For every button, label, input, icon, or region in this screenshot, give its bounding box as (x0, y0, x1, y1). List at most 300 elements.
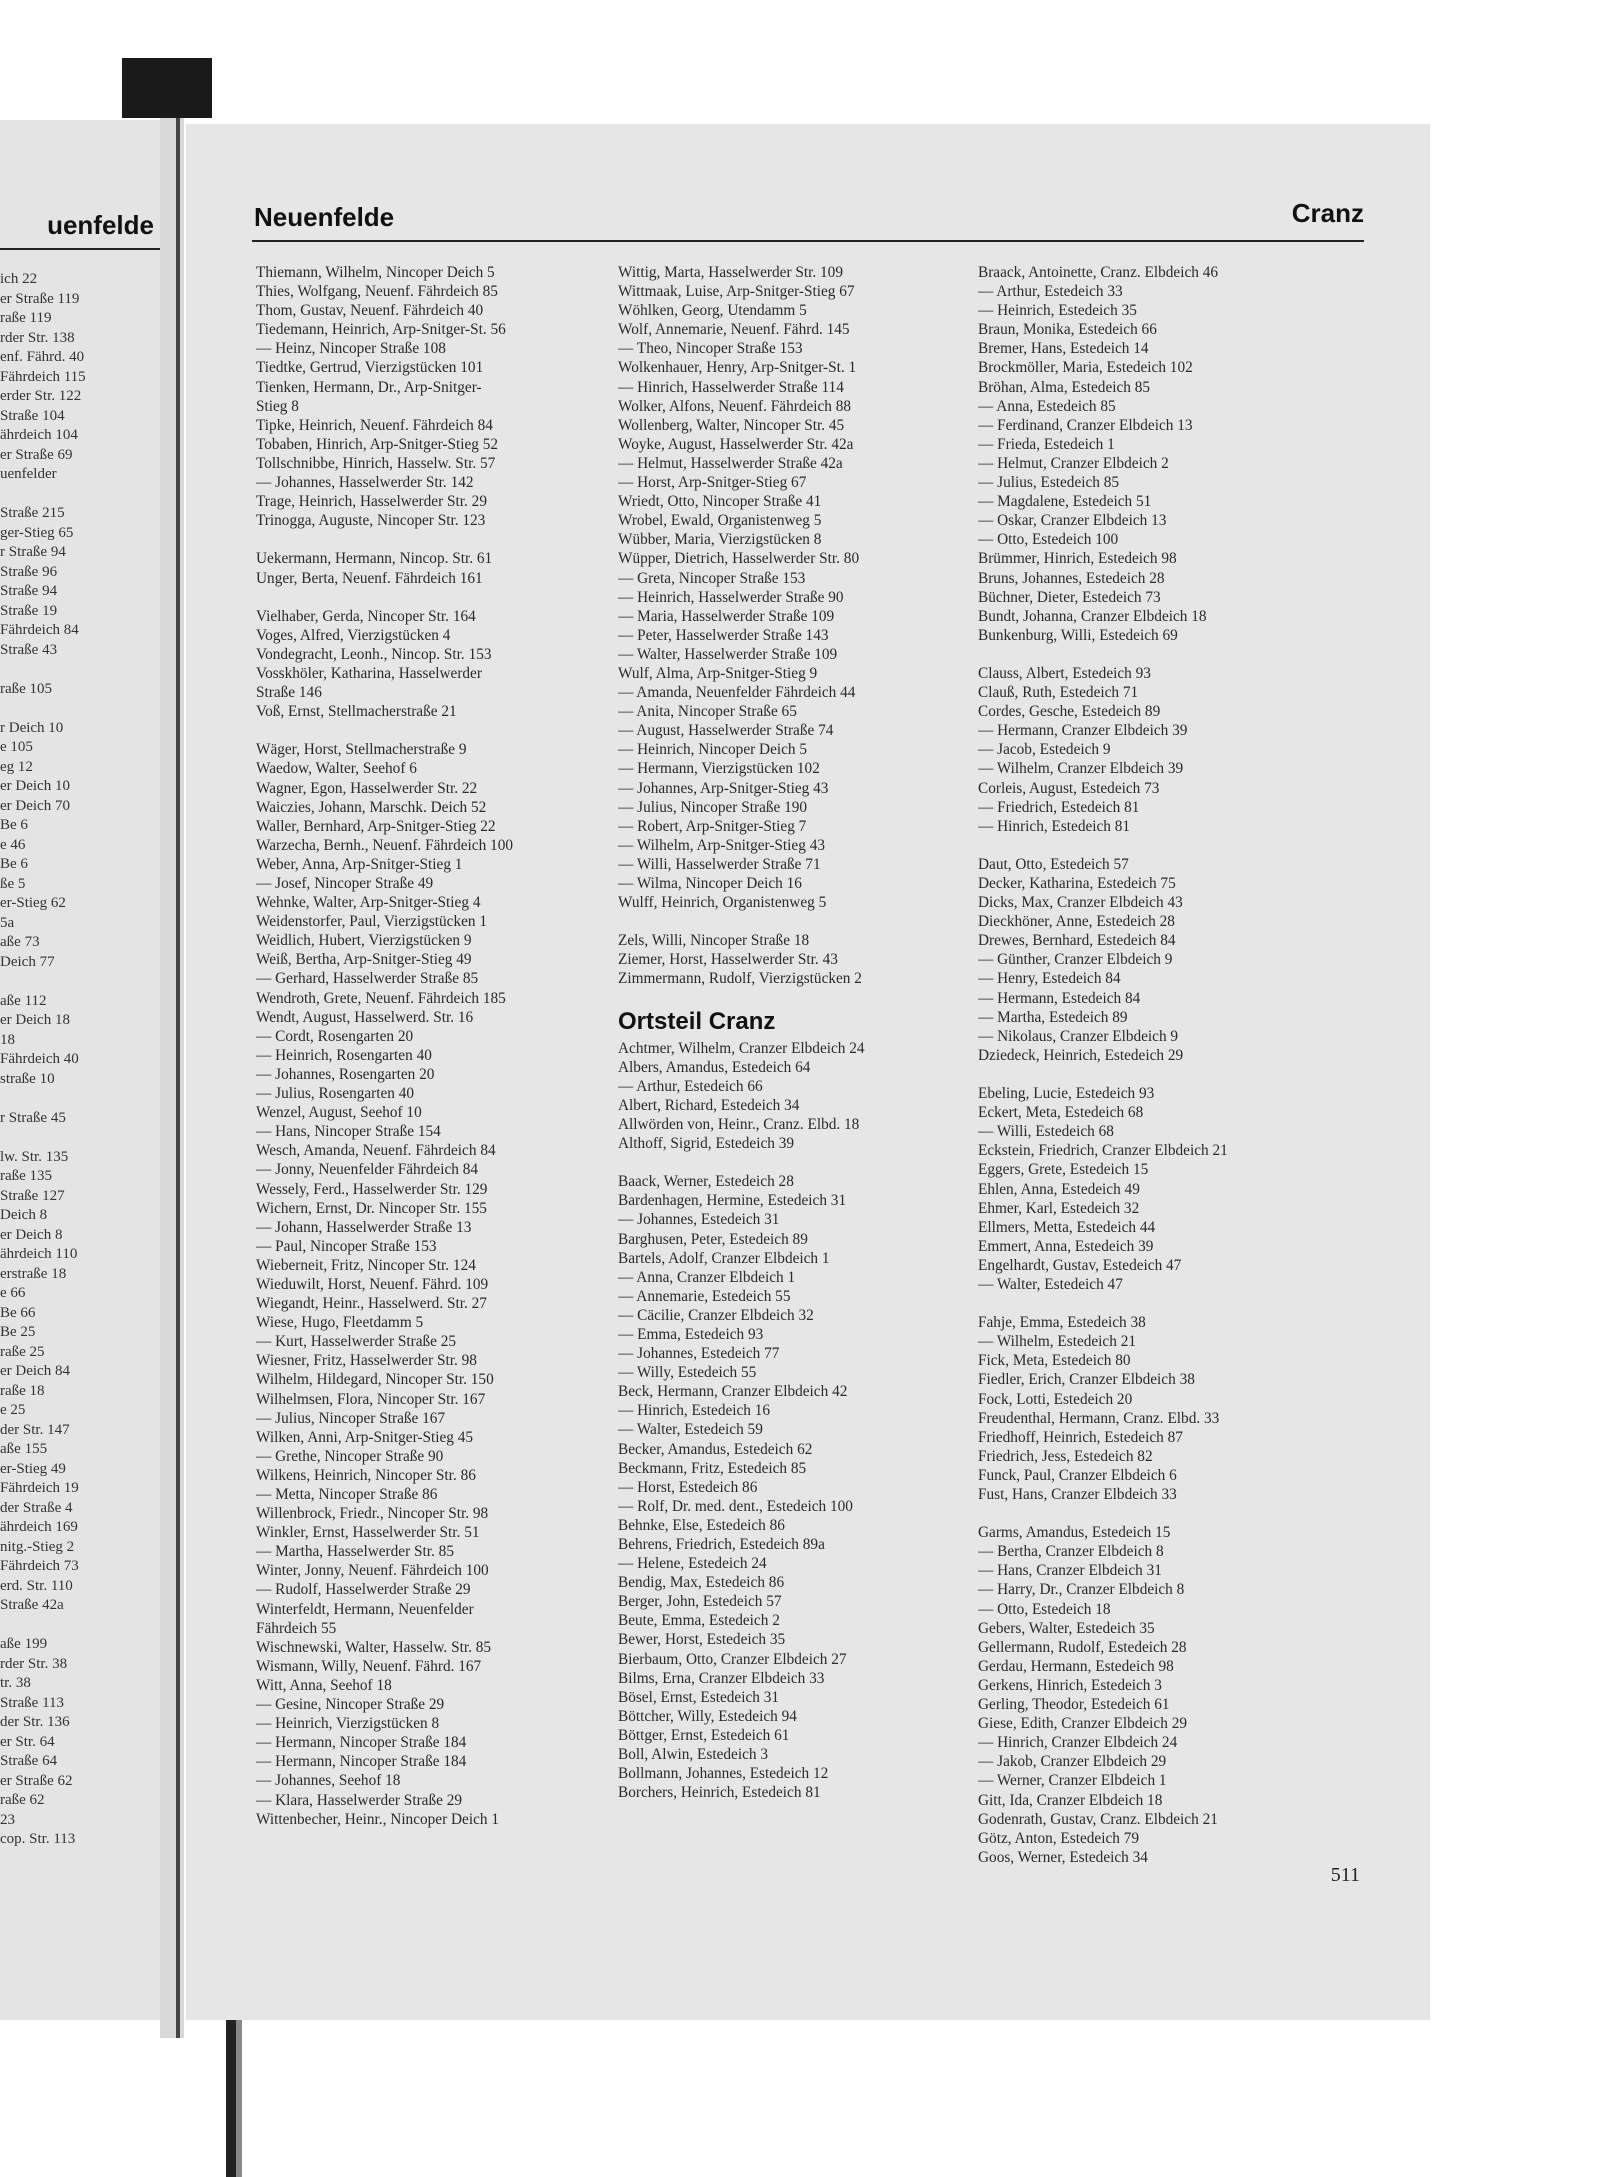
left-page-entry: 5a (0, 914, 15, 931)
entry-spacer (618, 912, 960, 931)
directory-entry: Wehnke, Walter, Arp-Snitger-Stieg 4 (256, 894, 481, 912)
directory-entry: Voß, Ernst, Stellmacherstraße 21 (256, 703, 457, 721)
directory-entry: Gitt, Ida, Cranzer Elbdeich 18 (978, 1791, 1163, 1809)
directory-entry: Wüpper, Dietrich, Hasselwerder Str. 80 (618, 550, 860, 568)
directory-entry: Eggers, Grete, Estedeich 15 (978, 1161, 1149, 1179)
directory-entry: Ehmer, Karl, Estedeich 32 (978, 1199, 1140, 1217)
directory-entry: — Hermann, Vierzigstücken 102 (618, 760, 820, 778)
left-page-entry: Straße 104 (0, 407, 65, 424)
left-page-entry: er Deich 10 (0, 778, 70, 794)
directory-entry: Wittmaak, Luise, Arp-Snitger-Stieg 67 (618, 283, 855, 301)
directory-entry: Woyke, August, Hasselwerder Str. 42a (618, 435, 854, 453)
directory-entry: Fust, Hans, Cranzer Elbdeich 33 (978, 1486, 1177, 1503)
left-page-rule (0, 248, 160, 250)
directory-entry: Wieberneit, Fritz, Nincoper Str. 124 (256, 1256, 476, 1274)
section-title: Ortsteil Cranz (618, 1007, 776, 1035)
left-page-entry: der Straße 4 (0, 1499, 73, 1516)
directory-entry: Trage, Heinrich, Hasselwerder Str. 29 (256, 493, 487, 511)
left-page-entry: tr. 38 (0, 1675, 31, 1691)
directory-entry: — Harry, Dr., Cranzer Elbdeich 8 (978, 1581, 1185, 1599)
left-page-entry: er Straße 119 (0, 290, 80, 307)
left-page-entry: erstraße 18 (0, 1265, 67, 1282)
directory-entry: — Metta, Nincoper Straße 86 (256, 1486, 438, 1503)
directory-entry: — Julius, Rosengarten 40 (256, 1085, 415, 1103)
left-page-entry: Straße 64 (0, 1753, 58, 1769)
directory-entry: Straße 146 (256, 684, 322, 702)
directory-entry: Thies, Wolfgang, Neuenf. Fährdeich 85 (256, 283, 498, 301)
entry-spacer (0, 1089, 150, 1109)
directory-entry: Ebeling, Lucie, Estedeich 93 (978, 1085, 1155, 1103)
directory-entry: — Hinrich, Estedeich 81 (978, 817, 1131, 835)
directory-entry: Waiczies, Johann, Marschk. Deich 52 (256, 798, 487, 816)
left-page-entry: aße 112 (0, 992, 47, 1009)
directory-entry: Witt, Anna, Seehof 18 (256, 1676, 392, 1694)
column-3 (978, 263, 1320, 1867)
directory-entry: Wöhlken, Georg, Utendamm 5 (618, 302, 807, 320)
directory-entry: Wilhelmsen, Flora, Nincoper Str. 167 (256, 1390, 486, 1408)
directory-entry: Decker, Katharina, Estedeich 75 (978, 875, 1176, 892)
directory-entry: — Walter, Estedeich 47 (978, 1275, 1123, 1293)
directory-entry: Wolkenhauer, Henry, Arp-Snitger-St. 1 (618, 359, 857, 377)
directory-entry: Voges, Alfred, Vierzigstücken 4 (256, 626, 451, 644)
directory-entry: Cordes, Gesche, Estedeich 89 (978, 703, 1161, 721)
directory-entry: Beute, Emma, Estedeich 2 (618, 1612, 780, 1630)
directory-entry: — Cäcilie, Cranzer Elbdeich 32 (618, 1306, 814, 1324)
directory-entry: Warzecha, Bernh., Neuenf. Fährdeich 100 (256, 836, 514, 854)
directory-entry: Wiesner, Fritz, Hasselwerder Str. 98 (256, 1352, 477, 1370)
directory-entry: — Ferdinand, Cranzer Elbdeich 13 (978, 416, 1193, 434)
directory-entry: Wieduwilt, Horst, Neuenf. Fährd. 109 (256, 1275, 489, 1293)
directory-entry: Allwörden von, Heinr., Cranz. Elbd. 18 (618, 1115, 860, 1133)
directory-entry: — Hinrich, Hasselwerder Straße 114 (618, 378, 844, 396)
left-page-entry: raße 135 (0, 1168, 53, 1184)
directory-entry: Emmert, Anna, Estedeich 39 (978, 1237, 1154, 1255)
directory-entry: Bundt, Johanna, Cranzer Elbdeich 18 (978, 607, 1207, 625)
directory-entry: Tollschnibbe, Hinrich, Hasselw. Str. 57 (256, 454, 496, 472)
directory-entry: Daut, Otto, Estedeich 57 (978, 855, 1129, 873)
left-page-entry: rder Str. 38 (0, 1655, 68, 1672)
directory-entry: Becker, Amandus, Estedeich 62 (618, 1440, 813, 1458)
entry-spacer (0, 485, 150, 505)
left-page-entry: raße 105 (0, 680, 53, 697)
directory-entry: Behnke, Else, Estedeich 86 (618, 1516, 785, 1534)
directory-entry: Godenrath, Gustav, Cranz. Elbdeich 21 (978, 1810, 1218, 1828)
directory-entry: Gebers, Walter, Estedeich 35 (978, 1619, 1155, 1637)
directory-entry: — Cordt, Rosengarten 20 (256, 1027, 414, 1045)
directory-entry: — Anna, Cranzer Elbdeich 1 (618, 1268, 796, 1286)
left-page-entry: Straße 43 (0, 641, 58, 658)
entry-spacer (978, 836, 1320, 855)
left-page-entry: e 25 (0, 1402, 26, 1418)
directory-entry: — Willy, Estedeich 55 (618, 1364, 757, 1382)
directory-entry: — Willi, Estedeich 68 (978, 1123, 1114, 1141)
directory-entry: — Horst, Arp-Snitger-Stieg 67 (618, 474, 807, 492)
directory-entry: — Emma, Estedeich 93 (618, 1325, 764, 1343)
directory-entry: Bendig, Max, Estedeich 86 (618, 1574, 785, 1592)
directory-entry: — Günther, Cranzer Elbdeich 9 (978, 951, 1173, 969)
directory-entry: — Friedrich, Estedeich 81 (978, 798, 1140, 816)
binding-top (122, 58, 212, 118)
directory-entry: Friedrich, Jess, Estedeich 82 (978, 1447, 1153, 1465)
left-page-entry: Straße 113 (0, 1694, 65, 1711)
directory-entry: — Rudolf, Hasselwerder Straße 29 (256, 1581, 471, 1599)
directory-entry: Wittenbecher, Heinr., Nincoper Deich 1 (256, 1810, 500, 1828)
left-page-entry: uenfelder (0, 466, 57, 482)
directory-entry: — Wilhelm, Arp-Snitger-Stieg 43 (618, 836, 825, 854)
directory-entry: Gerdau, Hermann, Estedeich 98 (978, 1657, 1174, 1675)
directory-entry: — Johannes, Seehof 18 (256, 1772, 401, 1790)
directory-entry: Willenbrock, Friedr., Nincoper Str. 98 (256, 1505, 489, 1523)
directory-entry: Trinogga, Auguste, Nincoper Str. 123 (256, 512, 486, 530)
left-page-entry: e 46 (0, 836, 26, 853)
directory-entry: — Julius, Nincoper Straße 167 (256, 1409, 446, 1427)
directory-entry: Stieg 8 (256, 397, 299, 415)
directory-entry: Bilms, Erna, Cranzer Elbdeich 33 (618, 1669, 825, 1687)
left-page-entry: Deich 77 (0, 953, 55, 970)
directory-entry: Tobaben, Hinrich, Arp-Snitger-Stieg 52 (256, 435, 499, 453)
directory-entry: Brümmer, Hinrich, Estedeich 98 (978, 550, 1177, 568)
directory-entry: Wilhelm, Hildegard, Nincoper Str. 150 (256, 1371, 494, 1389)
left-page-entry: 18 (0, 1031, 15, 1048)
left-page-entry: Be 25 (0, 1324, 36, 1340)
directory-entry: — Annemarie, Estedeich 55 (618, 1287, 791, 1305)
directory-entry: Dziedeck, Heinrich, Estedeich 29 (978, 1046, 1184, 1064)
directory-entry: Boll, Alwin, Estedeich 3 (618, 1746, 768, 1764)
directory-entry: — Greta, Nincoper Straße 153 (618, 569, 806, 587)
header-rule (252, 240, 1364, 242)
directory-entry: — Heinz, Nincoper Straße 108 (256, 340, 446, 358)
directory-entry: Garms, Amandus, Estedeich 15 (978, 1524, 1171, 1542)
directory-entry: Uekermann, Hermann, Nincop. Str. 61 (256, 550, 493, 568)
directory-entry: — Wilhelm, Estedeich 21 (978, 1333, 1136, 1351)
left-page-entry: r Straße 94 (0, 544, 66, 560)
left-page-entry: aße 199 (0, 1636, 48, 1652)
entry-spacer (978, 1294, 1320, 1313)
directory-entry: — Hans, Nincoper Straße 154 (256, 1123, 441, 1141)
directory-entry: Wesch, Amanda, Neuenf. Fährdeich 84 (256, 1142, 496, 1160)
directory-entry: Tienken, Hermann, Dr., Arp-Snitger- (256, 378, 482, 396)
left-page-entry: raße 62 (0, 1792, 45, 1808)
left-page-entry: ich 22 (0, 271, 38, 287)
directory-entry: Borchers, Heinrich, Estedeich 81 (618, 1784, 821, 1802)
directory-entry: Braack, Antoinette, Cranz. Elbdeich 46 (978, 264, 1218, 281)
directory-entry: Winkler, Ernst, Hasselwerder Str. 51 (256, 1524, 480, 1542)
entry-spacer (0, 972, 150, 992)
left-page-entry: er-Stieg 49 (0, 1460, 66, 1477)
left-page-entry: Deich 8 (0, 1207, 48, 1223)
directory-entry: Bremer, Hans, Estedeich 14 (978, 340, 1149, 358)
left-page-entry: aße 73 (0, 934, 40, 950)
left-page-entry: e 105 (0, 739, 33, 755)
left-page-entry: ährdeich 104 (0, 427, 78, 443)
directory-entry: Böttger, Ernst, Estedeich 61 (618, 1726, 790, 1744)
directory-entry: Götz, Anton, Estedeich 79 (978, 1829, 1140, 1847)
page-title-left: Neuenfelde (254, 202, 395, 232)
directory-entry: — Paul, Nincoper Straße 153 (256, 1237, 437, 1255)
left-page-fragment (0, 120, 160, 2020)
directory-entry: — Hermann, Estedeich 84 (978, 989, 1141, 1007)
entry-spacer (978, 1504, 1320, 1523)
directory-entry: Funck, Paul, Cranzer Elbdeich 6 (978, 1466, 1177, 1484)
directory-entry: Bösel, Ernst, Estedeich 31 (618, 1688, 780, 1706)
left-page-entry: raße 18 (0, 1382, 45, 1399)
directory-entry: Thiemann, Wilhelm, Nincoper Deich 5 (256, 264, 495, 281)
directory-entry: Drewes, Bernhard, Estedeich 84 (978, 932, 1176, 950)
left-page-entry: Be 66 (0, 1304, 36, 1321)
directory-entry: — Nikolaus, Cranzer Elbdeich 9 (978, 1027, 1179, 1045)
directory-entry: Giese, Edith, Cranzer Elbdeich 29 (978, 1715, 1187, 1733)
left-page-heading: uenfelde (47, 210, 154, 240)
directory-entry: Beckmann, Fritz, Estedeich 85 (618, 1459, 807, 1477)
directory-entry: — Jakob, Cranzer Elbdeich 29 (978, 1753, 1167, 1771)
entry-spacer (256, 721, 598, 740)
directory-entry: Waller, Bernhard, Arp-Snitger-Stieg 22 (256, 817, 496, 835)
directory-entry: Bollmann, Johannes, Estedeich 12 (618, 1765, 829, 1783)
page-number: 511 (1330, 1864, 1360, 1886)
directory-entry: Bewer, Horst, Estedeich 35 (618, 1631, 786, 1649)
directory-entry: Vielhaber, Gerda, Nincoper Str. 164 (256, 607, 476, 625)
directory-entry: Brockmöller, Maria, Estedeich 102 (978, 359, 1193, 377)
directory-entry: Albert, Richard, Estedeich 34 (618, 1096, 800, 1114)
directory-entry: Albers, Amandus, Estedeich 64 (618, 1058, 811, 1076)
directory-entry: Fiedler, Erich, Cranzer Elbdeich 38 (978, 1371, 1195, 1389)
entry-spacer (618, 1153, 960, 1172)
directory-entry: — Rolf, Dr. med. dent., Estedeich 100 (618, 1497, 853, 1515)
directory-entry: Tiedemann, Heinrich, Arp-Snitger-St. 56 (256, 321, 506, 339)
directory-entry: — Peter, Hasselwerder Straße 143 (618, 626, 829, 644)
directory-entry: Vondegracht, Leonh., Nincop. Str. 153 (256, 645, 492, 663)
directory-entry: Eckert, Meta, Estedeich 68 (978, 1104, 1144, 1122)
left-page-entry: er Deich 70 (0, 797, 70, 814)
entry-spacer (0, 1616, 150, 1636)
left-page-entry: Fährdeich 115 (0, 368, 86, 385)
directory-entry: Weidenstorfer, Paul, Vierzigstücken 1 (256, 913, 488, 931)
left-page-entry: aße 155 (0, 1441, 48, 1457)
directory-entry: Dieckhöner, Anne, Estedeich 28 (978, 913, 1175, 931)
directory-entry: — Hans, Cranzer Elbdeich 31 (978, 1562, 1162, 1580)
directory-entry: Fährdeich 55 (256, 1619, 337, 1637)
directory-entry: Winter, Jonny, Neuenf. Fährdeich 100 (256, 1562, 489, 1580)
directory-entry: Weiß, Bertha, Arp-Snitger-Stieg 49 (256, 951, 472, 969)
directory-entry: Barghusen, Peter, Estedeich 89 (618, 1230, 808, 1248)
directory-entry: Clauß, Ruth, Estedeich 71 (978, 684, 1139, 702)
left-page-entry: enf. Fährd. 40 (0, 349, 85, 365)
left-page-entry: erder Str. 122 (0, 388, 82, 404)
directory-entry: — Otto, Estedeich 18 (978, 1600, 1111, 1618)
directory-entry: Büchner, Dieter, Estedeich 73 (978, 588, 1161, 606)
directory-entry: — Hermann, Nincoper Straße 184 (256, 1753, 467, 1771)
directory-entry: — Henry, Estedeich 84 (978, 970, 1121, 988)
entry-spacer (978, 1065, 1320, 1084)
left-page-entry: der Str. 147 (0, 1421, 70, 1438)
directory-entry: — Klara, Hasselwerder Straße 29 (256, 1791, 463, 1809)
directory-entry: — Walter, Hasselwerder Straße 109 (618, 645, 838, 663)
directory-entry: — Julius, Nincoper Straße 190 (618, 798, 808, 816)
directory-entry: Wichern, Ernst, Dr. Nincoper Str. 155 (256, 1199, 487, 1217)
left-page-entry: der Str. 136 (0, 1714, 70, 1730)
directory-entry: Vosskhöler, Katharina, Hasselwerder (256, 664, 482, 682)
left-page-entry: nitg.-Stieg 2 (0, 1538, 75, 1555)
left-page-entry: ährdeich 110 (0, 1246, 78, 1262)
directory-entry: — Hinrich, Estedeich 16 (618, 1402, 771, 1420)
directory-entry: — Theo, Nincoper Straße 153 (618, 340, 803, 358)
directory-entry: Wilken, Anni, Arp-Snitger-Stieg 45 (256, 1428, 474, 1446)
directory-entry: Tipke, Heinrich, Neuenf. Fährdeich 84 (256, 416, 493, 434)
directory-entry: Bartels, Adolf, Cranzer Elbdeich 1 (618, 1249, 830, 1267)
directory-entry: Wiese, Hugo, Fleetdamm 5 (256, 1314, 424, 1332)
entry-spacer (256, 588, 598, 607)
directory-entry: — Johannes, Estedeich 77 (618, 1345, 780, 1363)
directory-entry: — Johannes, Hasselwerder Str. 142 (256, 474, 474, 492)
directory-entry: — Horst, Estedeich 86 (618, 1478, 758, 1496)
directory-entry: — Heinrich, Rosengarten 40 (256, 1046, 432, 1064)
directory-entry: — Hermann, Cranzer Elbdeich 39 (978, 722, 1188, 740)
directory-entry: Unger, Berta, Neuenf. Fährdeich 161 (256, 569, 483, 587)
left-page-entry: Fährdeich 73 (0, 1558, 79, 1574)
directory-entry: — Arthur, Estedeich 66 (618, 1077, 763, 1095)
directory-entry: — Heinrich, Estedeich 35 (978, 302, 1137, 320)
directory-entry: Fahje, Emma, Estedeich 38 (978, 1314, 1146, 1332)
directory-entry: Zels, Willi, Nincoper Straße 18 (618, 932, 810, 950)
entry-spacer (256, 530, 598, 549)
directory-entry: Gerling, Theodor, Estedeich 61 (978, 1696, 1170, 1714)
directory-entry: — Johannes, Rosengarten 20 (256, 1065, 435, 1083)
binding-bottom (226, 2000, 236, 2177)
left-page-entry: er-Stieg 62 (0, 895, 66, 911)
left-page-entry: Straße 215 (0, 505, 65, 521)
directory-entry: Behrens, Friedrich, Estedeich 89a (618, 1536, 825, 1553)
left-page-entry: er Str. 64 (0, 1733, 55, 1750)
left-page-entry: er Straße 62 (0, 1772, 73, 1789)
directory-entry: Zimmermann, Rudolf, Vierzigstücken 2 (618, 970, 862, 988)
directory-entry: Berger, John, Estedeich 57 (618, 1593, 782, 1611)
directory-entry: — Helmut, Cranzer Elbdeich 2 (978, 454, 1169, 472)
left-page-entry: Fährdeich 84 (0, 622, 79, 638)
left-page-entry: ße 5 (0, 875, 26, 892)
directory-entry: Ziemer, Horst, Hasselwerder Str. 43 (618, 951, 838, 969)
left-page-entry: Straße 127 (0, 1187, 65, 1204)
left-page-entry: Be 6 (0, 856, 28, 872)
directory-entry: Dicks, Max, Cranzer Elbdeich 43 (978, 894, 1183, 912)
directory-entry: — Arthur, Estedeich 33 (978, 283, 1123, 301)
directory-entry: — Anna, Estedeich 85 (978, 397, 1116, 415)
directory-entry: — Willi, Hasselwerder Straße 71 (618, 855, 821, 873)
left-page-entry: erd. Str. 110 (0, 1577, 73, 1594)
directory-entry: Wollenberg, Walter, Nincoper Str. 45 (618, 416, 845, 434)
left-page-entry: r Deich 10 (0, 719, 64, 736)
page-title-right: Cranz (1291, 198, 1364, 228)
directory-entry: Engelhardt, Gustav, Estedeich 47 (978, 1256, 1182, 1274)
directory-entry: Weidlich, Hubert, Vierzigstücken 9 (256, 932, 472, 950)
directory-entry: — Anita, Nincoper Straße 65 (618, 703, 797, 721)
directory-entry: — Maria, Hasselwerder Straße 109 (618, 607, 835, 625)
directory-entry: — Gerhard, Hasselwerder Straße 85 (256, 970, 479, 988)
directory-entry: Wübber, Maria, Vierzigstücken 8 (618, 531, 822, 549)
directory-entry: Wulff, Heinrich, Organistenweg 5 (618, 894, 827, 912)
directory-entry: Böttcher, Willy, Estedeich 94 (618, 1707, 797, 1725)
directory-entry: Wäger, Horst, Stellmacherstraße 9 (256, 741, 467, 759)
left-page-entry: cop. Str. 113 (0, 1831, 76, 1847)
left-page-entry: er Deich 18 (0, 1012, 70, 1028)
directory-entry: Gellermann, Rudolf, Estedeich 28 (978, 1638, 1187, 1656)
directory-entry: Wiegandt, Heinr., Hasselwerd. Str. 27 (256, 1295, 487, 1313)
directory-entry: — Amanda, Neuenfelder Fährdeich 44 (618, 684, 856, 702)
directory-entry: Weber, Anna, Arp-Snitger-Stieg 1 (256, 855, 463, 873)
left-page-entry: raße 25 (0, 1343, 45, 1360)
directory-entry: Wismann, Willy, Neuenf. Fährd. 167 (256, 1657, 482, 1675)
left-page-entry: Fährdeich 40 (0, 1051, 79, 1067)
directory-entry: Althoff, Sigrid, Estedeich 39 (618, 1135, 795, 1153)
left-page-entry: er Straße 69 (0, 446, 73, 463)
left-page-entry: eg 12 (0, 758, 33, 775)
left-page-entry: straße 10 (0, 1070, 55, 1087)
directory-entry: Wittig, Marta, Hasselwerder Str. 109 (618, 264, 843, 281)
entry-spacer (0, 660, 150, 680)
left-page-entry: r Straße 45 (0, 1109, 66, 1126)
entry-spacer (0, 1128, 150, 1148)
directory-entry: Bunkenburg, Willi, Estedeich 69 (978, 626, 1178, 644)
directory-entry: — Julius, Estedeich 85 (978, 474, 1120, 492)
directory-entry: — Jonny, Neuenfelder Fährdeich 84 (256, 1161, 479, 1179)
left-page-entry: Straße 42a (0, 1597, 64, 1613)
directory-entry: — Bertha, Cranzer Elbdeich 8 (978, 1543, 1164, 1561)
directory-entry: — August, Hasselwerder Straße 74 (618, 722, 834, 740)
left-page-entry: ährdeich 169 (0, 1519, 78, 1535)
directory-entry: Friedhoff, Heinrich, Estedeich 87 (978, 1428, 1183, 1446)
directory-entry: Winterfeldt, Hermann, Neuenfelder (256, 1600, 474, 1618)
entry-spacer (978, 645, 1320, 664)
left-page-lines (0, 270, 150, 1850)
directory-entry: — Grethe, Nincoper Straße 90 (256, 1447, 444, 1465)
left-page-entry: er Deich 8 (0, 1226, 63, 1243)
directory-entry: Baack, Werner, Estedeich 28 (618, 1173, 794, 1191)
left-page-entry: ger-Stieg 65 (0, 524, 74, 541)
directory-entry: Eckstein, Friedrich, Cranzer Elbdeich 21 (978, 1142, 1228, 1160)
directory-entry: — Martha, Hasselwerder Str. 85 (256, 1543, 454, 1561)
directory-entry: Wenzel, August, Seehof 10 (256, 1104, 422, 1122)
directory-entry: — Josef, Nincoper Straße 49 (256, 875, 434, 892)
directory-entry: Wulf, Alma, Arp-Snitger-Stieg 9 (618, 664, 818, 682)
directory-entry: Bröhan, Alma, Estedeich 85 (978, 378, 1151, 396)
directory-entry: Wendroth, Grete, Neuenf. Fährdeich 185 (256, 989, 506, 1007)
directory-page (186, 124, 1430, 2020)
directory-entry: Wendt, August, Hasselwerd. Str. 16 (256, 1008, 474, 1026)
directory-entry: — Jacob, Estedeich 9 (978, 741, 1111, 759)
directory-entry: — Kurt, Hasselwerder Straße 25 (256, 1333, 457, 1351)
directory-entry: Tiedtke, Gertrud, Vierzigstücken 101 (256, 359, 484, 377)
directory-entry: — Hermann, Nincoper Straße 184 (256, 1734, 467, 1752)
directory-entry: — Magdalene, Estedeich 51 (978, 493, 1152, 511)
directory-entry: — Heinrich, Hasselwerder Straße 90 (618, 588, 844, 606)
directory-entry: — Helmut, Hasselwerder Straße 42a (618, 454, 843, 472)
column-2 (618, 263, 960, 1802)
directory-entry: — Otto, Estedeich 100 (978, 531, 1119, 549)
spine-line (176, 118, 180, 2038)
directory-entry: Goos, Werner, Estedeich 34 (978, 1848, 1148, 1866)
directory-entry: — Helene, Estedeich 24 (618, 1555, 767, 1573)
directory-entry: — Heinrich, Nincoper Deich 5 (618, 741, 808, 759)
directory-entry: Freudenthal, Hermann, Cranz. Elbd. 33 (978, 1409, 1220, 1427)
directory-entry: — Frieda, Estedeich 1 (978, 435, 1115, 453)
directory-entry: Braun, Monika, Estedeich 66 (978, 321, 1157, 339)
directory-entry: Wrobel, Ewald, Organistenweg 5 (618, 512, 822, 530)
directory-entry: — Johann, Hasselwerder Straße 13 (256, 1218, 472, 1236)
directory-entry: Wolf, Annemarie, Neuenf. Fährd. 145 (618, 321, 850, 339)
binding-bottom-edge (236, 2000, 242, 2177)
directory-entry: Ellmers, Metta, Estedeich 44 (978, 1218, 1156, 1236)
directory-entry: Corleis, August, Estedeich 73 (978, 779, 1160, 797)
left-page-entry: Fährdeich 19 (0, 1480, 79, 1496)
